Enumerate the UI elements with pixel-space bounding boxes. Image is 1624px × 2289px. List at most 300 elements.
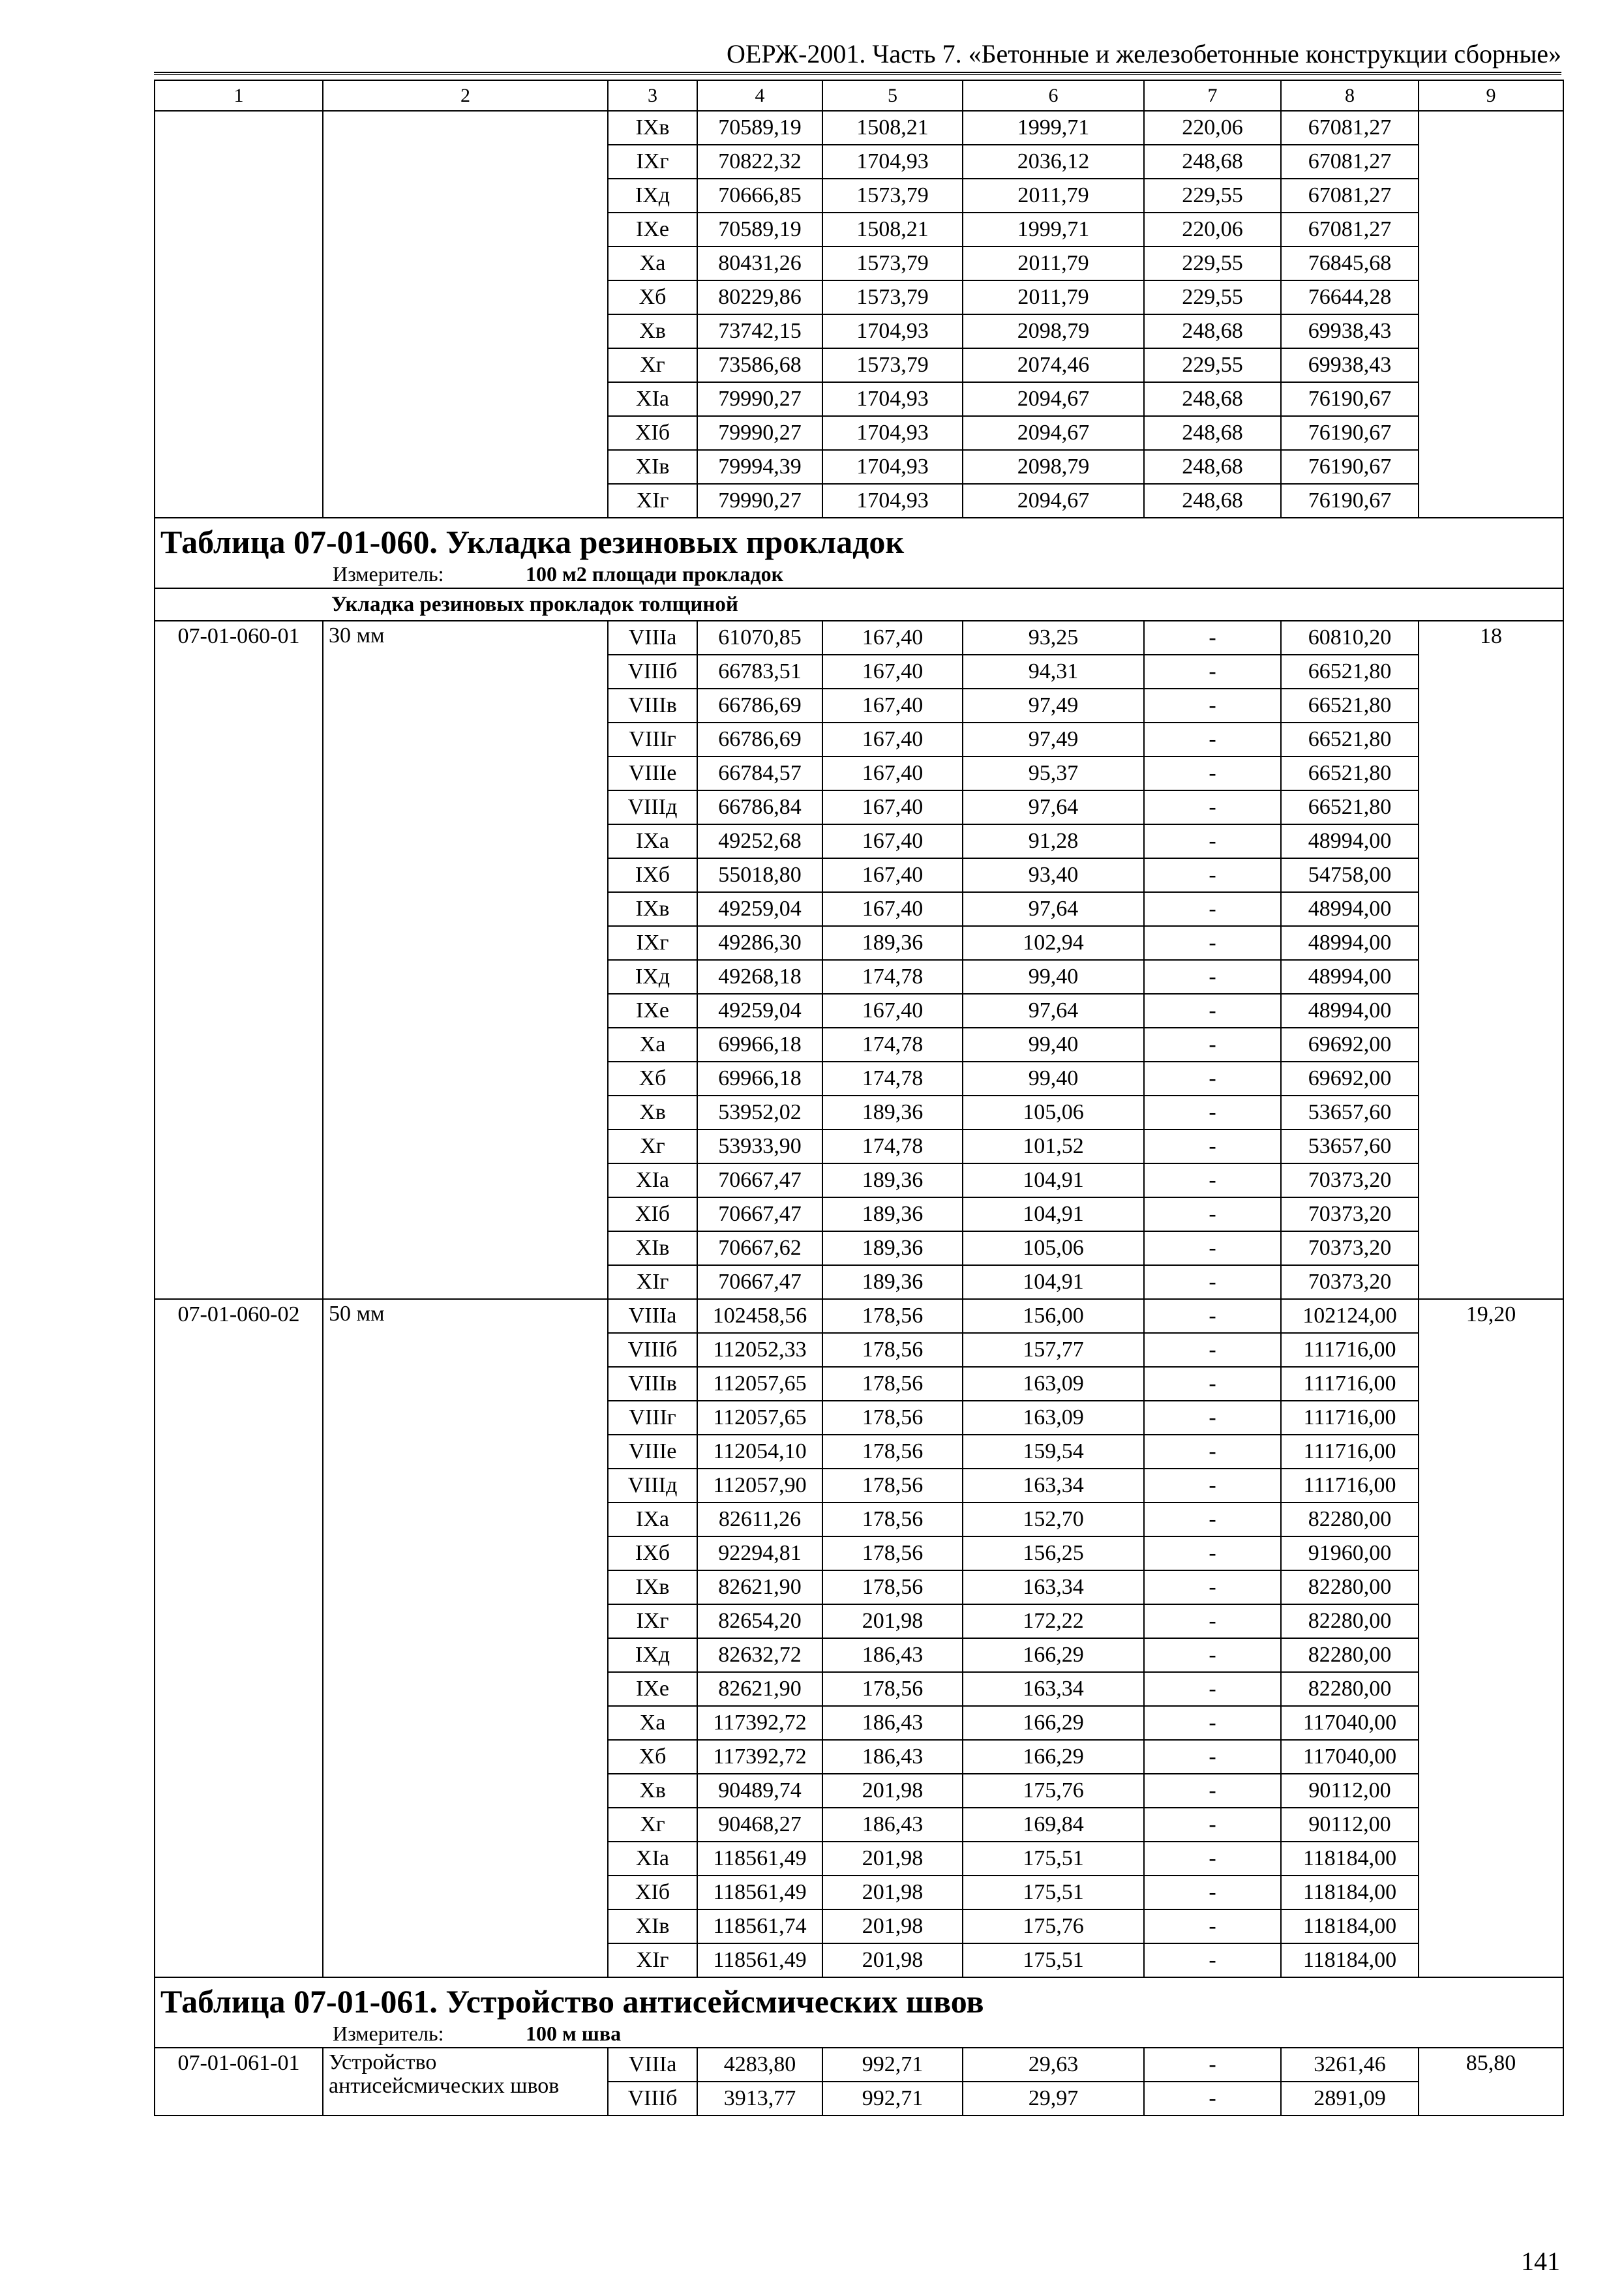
zone-code: IXг <box>608 1604 697 1638</box>
materials-cost: 76644,28 <box>1281 280 1419 314</box>
operator-wage: - <box>1144 1909 1281 1943</box>
direct-cost: 70666,85 <box>697 179 822 213</box>
zone-code: IXв <box>608 1570 697 1604</box>
operator-wage: - <box>1144 824 1281 858</box>
operator-wage: 220,06 <box>1144 111 1281 145</box>
materials-cost: 102124,00 <box>1281 1299 1419 1333</box>
operator-wage: 248,68 <box>1144 416 1281 450</box>
zone-code: IXд <box>608 179 697 213</box>
unit-value: 100 м шва <box>526 2022 622 2045</box>
operator-wage: 229,55 <box>1144 348 1281 382</box>
operator-wage: - <box>1144 723 1281 756</box>
zone-code: VIIIв <box>608 1367 697 1401</box>
zone-code: Xа <box>608 1706 697 1740</box>
zone-code: IXг <box>608 145 697 179</box>
direct-cost: 73742,15 <box>697 314 822 348</box>
materials-cost: 48994,00 <box>1281 824 1419 858</box>
operator-wage: - <box>1144 1808 1281 1842</box>
operator-wage: - <box>1144 621 1281 655</box>
operator-wage: - <box>1144 994 1281 1028</box>
machine-cost: 97,64 <box>963 892 1144 926</box>
zone-code: XIг <box>608 1943 697 1977</box>
unit-row <box>155 2020 1563 2048</box>
zone-code: IXб <box>608 858 697 892</box>
table-row <box>155 1299 1563 1333</box>
labor-cost: 1508,21 <box>822 213 963 247</box>
direct-cost: 82621,90 <box>697 1672 822 1706</box>
labor-cost: 1704,93 <box>822 382 963 416</box>
zone-code: VIIIг <box>608 1401 697 1435</box>
operator-wage: 220,06 <box>1144 213 1281 247</box>
direct-cost: 79994,39 <box>697 450 822 484</box>
labor-cost: 201,98 <box>822 1604 963 1638</box>
table-row <box>155 2048 1563 2082</box>
machine-cost: 91,28 <box>963 824 1144 858</box>
machine-cost: 156,25 <box>963 1536 1144 1570</box>
operator-wage: - <box>1144 1231 1281 1265</box>
materials-cost: 118184,00 <box>1281 1842 1419 1876</box>
materials-cost: 48994,00 <box>1281 926 1419 960</box>
zone-code: VIIIб <box>608 1333 697 1367</box>
operator-wage: - <box>1144 1536 1281 1570</box>
zone-code: XIв <box>608 1231 697 1265</box>
machine-cost: 104,91 <box>963 1197 1144 1231</box>
machine-cost: 163,34 <box>963 1672 1144 1706</box>
zone-code: Xг <box>608 348 697 382</box>
machine-cost: 169,84 <box>963 1808 1144 1842</box>
labor-cost: 1573,79 <box>822 348 963 382</box>
labor-cost: 189,36 <box>822 1197 963 1231</box>
materials-cost: 69938,43 <box>1281 348 1419 382</box>
machine-cost: 175,51 <box>963 1876 1144 1909</box>
machine-cost: 175,51 <box>963 1943 1144 1977</box>
direct-cost: 80229,86 <box>697 280 822 314</box>
zone-code: Xг <box>608 1130 697 1163</box>
header-title: ОЕРЖ-2001. Часть 7. «Бетонные и железобетонные конструкции сборные» <box>727 39 1561 68</box>
machine-cost: 163,09 <box>963 1401 1144 1435</box>
zone-code: VIIIг <box>608 723 697 756</box>
labor-cost: 1704,93 <box>822 416 963 450</box>
page-header <box>154 38 1561 73</box>
labor-cost: 201,98 <box>822 1943 963 1977</box>
machine-cost: 163,34 <box>963 1570 1144 1604</box>
operator-wage: - <box>1144 1876 1281 1909</box>
operator-wage: - <box>1144 2082 1281 2116</box>
zone-code: VIIIд <box>608 1469 697 1503</box>
operator-wage: 229,55 <box>1144 247 1281 280</box>
zone-code: VIIIв <box>608 689 697 723</box>
machine-cost: 104,91 <box>963 1163 1144 1197</box>
materials-cost: 69692,00 <box>1281 1028 1419 1062</box>
direct-cost: 118561,49 <box>697 1943 822 1977</box>
materials-cost: 3261,46 <box>1281 2048 1419 2082</box>
labor-cost: 167,40 <box>822 655 963 689</box>
machine-cost: 2098,79 <box>963 450 1144 484</box>
direct-cost: 79990,27 <box>697 382 822 416</box>
operator-wage: - <box>1144 1706 1281 1740</box>
materials-cost: 66521,80 <box>1281 756 1419 790</box>
direct-cost: 79990,27 <box>697 416 822 450</box>
labor-cost: 1704,93 <box>822 145 963 179</box>
zone-code: VIIIа <box>608 1299 697 1333</box>
zone-code: Xб <box>608 1740 697 1774</box>
operator-wage: 248,68 <box>1144 145 1281 179</box>
machine-cost: 2011,79 <box>963 247 1144 280</box>
operator-wage: - <box>1144 1163 1281 1197</box>
unit-value: 100 м2 площади прокладок <box>526 562 784 586</box>
zone-code: Xа <box>608 1028 697 1062</box>
labor-cost: 186,43 <box>822 1638 963 1672</box>
zone-code: XIа <box>608 382 697 416</box>
direct-cost: 79990,27 <box>697 484 822 518</box>
machine-cost: 152,70 <box>963 1503 1144 1536</box>
labor-cost: 201,98 <box>822 1842 963 1876</box>
machine-cost: 175,76 <box>963 1774 1144 1808</box>
machine-cost: 166,29 <box>963 1706 1144 1740</box>
labor-cost: 992,71 <box>822 2082 963 2116</box>
machine-cost: 2098,79 <box>963 314 1144 348</box>
operator-wage: 248,68 <box>1144 314 1281 348</box>
zone-code: VIIIа <box>608 621 697 655</box>
operator-wage: - <box>1144 655 1281 689</box>
table-title: Таблица 07-01-061. Устройство антисейсмических швов <box>155 1977 1563 2020</box>
machine-cost: 99,40 <box>963 1028 1144 1062</box>
operator-wage: - <box>1144 1197 1281 1231</box>
materials-cost: 53657,60 <box>1281 1096 1419 1130</box>
operator-wage: - <box>1144 1028 1281 1062</box>
direct-cost: 70667,47 <box>697 1163 822 1197</box>
materials-cost: 66521,80 <box>1281 655 1419 689</box>
column-header: 5 <box>822 80 963 111</box>
direct-cost: 66783,51 <box>697 655 822 689</box>
unit-cell <box>155 2020 1563 2048</box>
labor-cost: 1704,93 <box>822 314 963 348</box>
materials-cost: 66521,80 <box>1281 723 1419 756</box>
unit-row <box>155 560 1563 588</box>
labor-cost: 1704,93 <box>822 484 963 518</box>
labor-cost: 189,36 <box>822 1163 963 1197</box>
direct-cost: 70667,47 <box>697 1265 822 1299</box>
machine-cost: 94,31 <box>963 655 1144 689</box>
operator-wage: - <box>1144 790 1281 824</box>
direct-cost: 118561,49 <box>697 1842 822 1876</box>
direct-cost: 61070,85 <box>697 621 822 655</box>
labor-cost: 167,40 <box>822 723 963 756</box>
machine-cost: 97,49 <box>963 723 1144 756</box>
direct-cost: 53933,90 <box>697 1130 822 1163</box>
machine-cost: 105,06 <box>963 1096 1144 1130</box>
labor-cost: 174,78 <box>822 960 963 994</box>
labor-hours <box>1419 111 1563 518</box>
operator-wage: - <box>1144 1367 1281 1401</box>
operator-wage: - <box>1144 756 1281 790</box>
operator-wage: - <box>1144 960 1281 994</box>
labor-cost: 178,56 <box>822 1435 963 1469</box>
subheading: Укладка резиновых прокладок толщиной <box>155 588 1563 621</box>
operator-wage: - <box>1144 1503 1281 1536</box>
direct-cost: 69966,18 <box>697 1028 822 1062</box>
materials-cost: 70373,20 <box>1281 1163 1419 1197</box>
materials-cost: 67081,27 <box>1281 213 1419 247</box>
labor-cost: 1573,79 <box>822 247 963 280</box>
machine-cost: 2094,67 <box>963 484 1144 518</box>
machine-cost: 1999,71 <box>963 213 1144 247</box>
direct-cost: 70589,19 <box>697 213 822 247</box>
machine-cost: 156,00 <box>963 1299 1144 1333</box>
labor-cost: 167,40 <box>822 824 963 858</box>
operator-wage: 229,55 <box>1144 280 1281 314</box>
direct-cost: 118561,49 <box>697 1876 822 1909</box>
labor-cost: 1573,79 <box>822 179 963 213</box>
operator-wage: - <box>1144 858 1281 892</box>
labor-cost: 178,56 <box>822 1333 963 1367</box>
subheading-row <box>155 588 1563 621</box>
zone-code: IXб <box>608 1536 697 1570</box>
operator-wage: - <box>1144 926 1281 960</box>
materials-cost: 67081,27 <box>1281 145 1419 179</box>
operator-wage: 248,68 <box>1144 450 1281 484</box>
materials-cost: 70373,20 <box>1281 1265 1419 1299</box>
zone-code: VIIIб <box>608 655 697 689</box>
zone-code: IXв <box>608 111 697 145</box>
rate-code <box>155 111 323 518</box>
column-header: 2 <box>323 80 608 111</box>
operator-wage: 248,68 <box>1144 484 1281 518</box>
labor-cost: 174,78 <box>822 1130 963 1163</box>
zone-code: XIг <box>608 484 697 518</box>
operator-wage: - <box>1144 1638 1281 1672</box>
materials-cost: 111716,00 <box>1281 1469 1419 1503</box>
materials-cost: 2891,09 <box>1281 2082 1419 2116</box>
materials-cost: 76845,68 <box>1281 247 1419 280</box>
rate-code: 07-01-060-01 <box>155 621 323 1299</box>
materials-cost: 117040,00 <box>1281 1740 1419 1774</box>
direct-cost: 49268,18 <box>697 960 822 994</box>
zone-code: Xа <box>608 247 697 280</box>
materials-cost: 90112,00 <box>1281 1808 1419 1842</box>
machine-cost: 2011,79 <box>963 280 1144 314</box>
materials-cost: 67081,27 <box>1281 111 1419 145</box>
direct-cost: 112052,33 <box>697 1333 822 1367</box>
materials-cost: 70373,20 <box>1281 1231 1419 1265</box>
labor-cost: 178,56 <box>822 1672 963 1706</box>
operator-wage: - <box>1144 1740 1281 1774</box>
zone-code: IXе <box>608 213 697 247</box>
machine-cost: 97,49 <box>963 689 1144 723</box>
machine-cost: 97,64 <box>963 994 1144 1028</box>
materials-cost: 60810,20 <box>1281 621 1419 655</box>
direct-cost: 69966,18 <box>697 1062 822 1096</box>
zone-code: VIIIе <box>608 756 697 790</box>
labor-cost: 178,56 <box>822 1367 963 1401</box>
machine-cost: 1999,71 <box>963 111 1144 145</box>
column-header: 8 <box>1281 80 1419 111</box>
materials-cost: 48994,00 <box>1281 892 1419 926</box>
direct-cost: 49259,04 <box>697 892 822 926</box>
work-name: Устройство антисейсмических швов <box>323 2048 608 2116</box>
zone-code: XIб <box>608 1197 697 1231</box>
materials-cost: 111716,00 <box>1281 1435 1419 1469</box>
materials-cost: 69692,00 <box>1281 1062 1419 1096</box>
labor-cost: 178,56 <box>822 1570 963 1604</box>
unit-label: Измеритель: <box>333 2022 444 2045</box>
labor-cost: 186,43 <box>822 1706 963 1740</box>
labor-cost: 1704,93 <box>822 450 963 484</box>
materials-cost: 82280,00 <box>1281 1570 1419 1604</box>
direct-cost: 4283,80 <box>697 2048 822 2082</box>
operator-wage: - <box>1144 1299 1281 1333</box>
machine-cost: 166,29 <box>963 1740 1144 1774</box>
zone-code: IXа <box>608 1503 697 1536</box>
zone-code: Xг <box>608 1808 697 1842</box>
materials-cost: 118184,00 <box>1281 1876 1419 1909</box>
zone-code: Xб <box>608 280 697 314</box>
labor-cost: 167,40 <box>822 689 963 723</box>
labor-cost: 189,36 <box>822 1265 963 1299</box>
materials-cost: 54758,00 <box>1281 858 1419 892</box>
direct-cost: 49259,04 <box>697 994 822 1028</box>
work-name: 50 мм <box>323 1299 608 1977</box>
labor-cost: 186,43 <box>822 1808 963 1842</box>
machine-cost: 166,29 <box>963 1638 1144 1672</box>
direct-cost: 66786,69 <box>697 689 822 723</box>
table-row <box>155 621 1563 655</box>
column-header-row <box>155 80 1563 111</box>
labor-cost: 178,56 <box>822 1401 963 1435</box>
direct-cost: 3913,77 <box>697 2082 822 2116</box>
labor-cost: 178,56 <box>822 1299 963 1333</box>
machine-cost: 102,94 <box>963 926 1144 960</box>
machine-cost: 2011,79 <box>963 179 1144 213</box>
table-title: Таблица 07-01-060. Укладка резиновых прокладок <box>155 518 1563 560</box>
operator-wage: - <box>1144 1401 1281 1435</box>
operator-wage: - <box>1144 1774 1281 1808</box>
materials-cost: 67081,27 <box>1281 179 1419 213</box>
operator-wage: - <box>1144 1062 1281 1096</box>
direct-cost: 92294,81 <box>697 1536 822 1570</box>
operator-wage: 229,55 <box>1144 179 1281 213</box>
operator-wage: - <box>1144 1943 1281 1977</box>
labor-cost: 178,56 <box>822 1536 963 1570</box>
zone-code: XIб <box>608 416 697 450</box>
direct-cost: 112057,90 <box>697 1469 822 1503</box>
labor-cost: 167,40 <box>822 621 963 655</box>
materials-cost: 69938,43 <box>1281 314 1419 348</box>
labor-cost: 167,40 <box>822 892 963 926</box>
machine-cost: 163,34 <box>963 1469 1144 1503</box>
zone-code: Xб <box>608 1062 697 1096</box>
zone-code: XIг <box>608 1265 697 1299</box>
materials-cost: 82280,00 <box>1281 1672 1419 1706</box>
direct-cost: 66786,69 <box>697 723 822 756</box>
zone-code: XIа <box>608 1842 697 1876</box>
materials-cost: 76190,67 <box>1281 416 1419 450</box>
materials-cost: 53657,60 <box>1281 1130 1419 1163</box>
direct-cost: 66784,57 <box>697 756 822 790</box>
direct-cost: 55018,80 <box>697 858 822 892</box>
direct-cost: 53952,02 <box>697 1096 822 1130</box>
direct-cost: 117392,72 <box>697 1706 822 1740</box>
zone-code: XIв <box>608 450 697 484</box>
direct-cost: 112054,10 <box>697 1435 822 1469</box>
price-table <box>154 80 1564 2116</box>
zone-code: IXе <box>608 1672 697 1706</box>
labor-hours: 18 <box>1419 621 1563 1299</box>
operator-wage: - <box>1144 1130 1281 1163</box>
materials-cost: 118184,00 <box>1281 1943 1419 1977</box>
labor-cost: 178,56 <box>822 1503 963 1536</box>
operator-wage: - <box>1144 1435 1281 1469</box>
zone-code: Xв <box>608 1774 697 1808</box>
materials-cost: 82280,00 <box>1281 1503 1419 1536</box>
zone-code: IXг <box>608 926 697 960</box>
materials-cost: 111716,00 <box>1281 1333 1419 1367</box>
machine-cost: 29,97 <box>963 2082 1144 2116</box>
labor-cost: 174,78 <box>822 1062 963 1096</box>
zone-code: IXд <box>608 960 697 994</box>
labor-cost: 186,43 <box>822 1740 963 1774</box>
machine-cost: 99,40 <box>963 960 1144 994</box>
labor-cost: 992,71 <box>822 2048 963 2082</box>
labor-hours: 85,80 <box>1419 2048 1563 2116</box>
materials-cost: 91960,00 <box>1281 1536 1419 1570</box>
direct-cost: 49286,30 <box>697 926 822 960</box>
machine-cost: 29,63 <box>963 2048 1144 2082</box>
materials-cost: 111716,00 <box>1281 1367 1419 1401</box>
table-title-row <box>155 518 1563 560</box>
direct-cost: 117392,72 <box>697 1740 822 1774</box>
machine-cost: 95,37 <box>963 756 1144 790</box>
machine-cost: 172,22 <box>963 1604 1144 1638</box>
zone-code: IXа <box>608 824 697 858</box>
labor-cost: 201,98 <box>822 1909 963 1943</box>
operator-wage: - <box>1144 1604 1281 1638</box>
labor-cost: 189,36 <box>822 1231 963 1265</box>
labor-cost: 1508,21 <box>822 111 963 145</box>
materials-cost: 76190,67 <box>1281 484 1419 518</box>
direct-cost: 102458,56 <box>697 1299 822 1333</box>
labor-cost: 201,98 <box>822 1774 963 1808</box>
direct-cost: 70589,19 <box>697 111 822 145</box>
zone-code: Xв <box>608 314 697 348</box>
operator-wage: - <box>1144 2048 1281 2082</box>
materials-cost: 90112,00 <box>1281 1774 1419 1808</box>
materials-cost: 82280,00 <box>1281 1604 1419 1638</box>
machine-cost: 2074,46 <box>963 348 1144 382</box>
operator-wage: - <box>1144 892 1281 926</box>
direct-cost: 82654,20 <box>697 1604 822 1638</box>
operator-wage: - <box>1144 1570 1281 1604</box>
zone-code: XIа <box>608 1163 697 1197</box>
header-rule <box>154 74 1561 75</box>
rate-code: 07-01-060-02 <box>155 1299 323 1977</box>
machine-cost: 159,54 <box>963 1435 1144 1469</box>
machine-cost: 97,64 <box>963 790 1144 824</box>
machine-cost: 101,52 <box>963 1130 1144 1163</box>
labor-cost: 167,40 <box>822 756 963 790</box>
labor-cost: 167,40 <box>822 858 963 892</box>
zone-code: IXд <box>608 1638 697 1672</box>
labor-hours: 19,20 <box>1419 1299 1563 1977</box>
zone-code: VIIIе <box>608 1435 697 1469</box>
unit-label: Измеритель: <box>333 562 444 586</box>
materials-cost: 66521,80 <box>1281 689 1419 723</box>
machine-cost: 105,06 <box>963 1231 1144 1265</box>
materials-cost: 70373,20 <box>1281 1197 1419 1231</box>
machine-cost: 175,51 <box>963 1842 1144 1876</box>
operator-wage: - <box>1144 1096 1281 1130</box>
labor-cost: 201,98 <box>822 1876 963 1909</box>
